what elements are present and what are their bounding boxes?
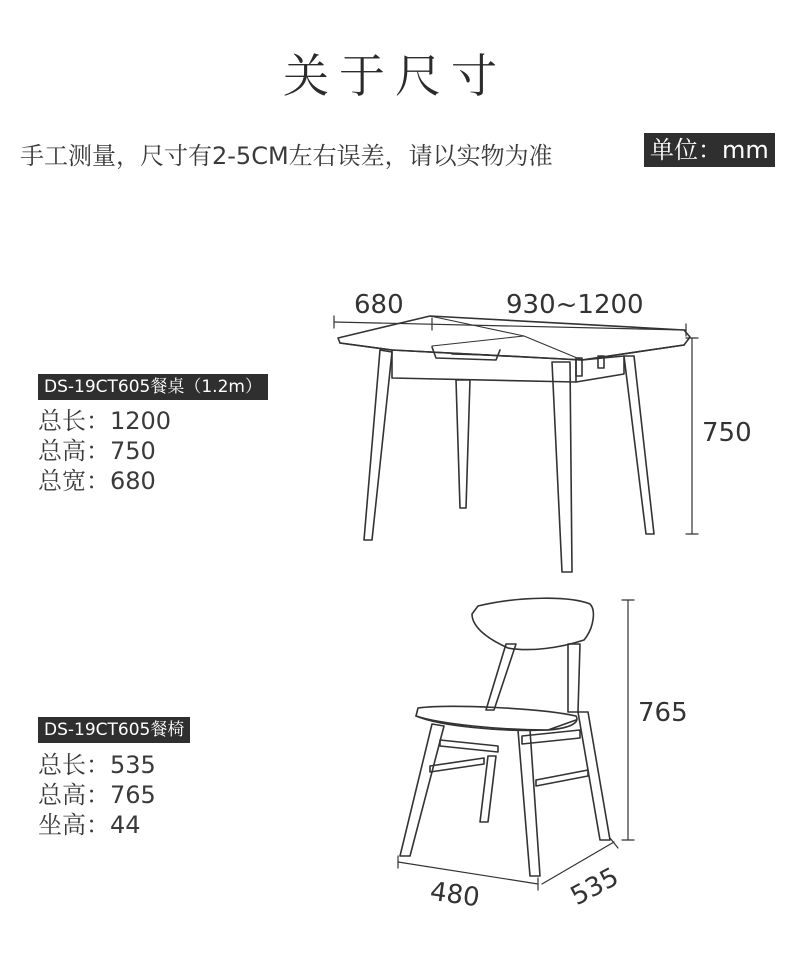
table-length-dimension: 930~1200 — [506, 290, 644, 320]
chair-spec-height: 总高：765 — [38, 781, 156, 809]
table-spec-width: 总宽：680 — [38, 467, 156, 495]
unit-badge: 单位：mm — [644, 133, 775, 167]
table-spec-length: 总长：1200 — [38, 407, 172, 435]
chair-spec-seat-height: 坐高：44 — [38, 811, 141, 839]
table-specs — [38, 406, 171, 496]
measurement-note: 手工测量，尺寸有2-5CM左右误差，请以实物为准 — [20, 142, 553, 170]
table-spec-height: 总高：750 — [38, 437, 156, 465]
table-height-dimension: 750 — [702, 418, 752, 448]
dining-chair-drawing — [398, 598, 634, 890]
page-title: 关于尺寸 — [283, 49, 507, 103]
chair-depth-dimension: 535 — [565, 862, 624, 912]
chair-height-dimension: 765 — [638, 698, 688, 728]
chair-spec-length: 总长：535 — [38, 751, 156, 779]
dining-table-drawing — [334, 316, 698, 572]
table-model-label: DS-19CT605餐桌（1.2m） — [38, 374, 268, 400]
chair-specs — [38, 750, 156, 840]
chair-model-label: DS-19CT605餐椅 — [38, 717, 190, 743]
table-depth-dimension: 680 — [354, 290, 404, 320]
chair-width-dimension: 480 — [428, 876, 482, 914]
